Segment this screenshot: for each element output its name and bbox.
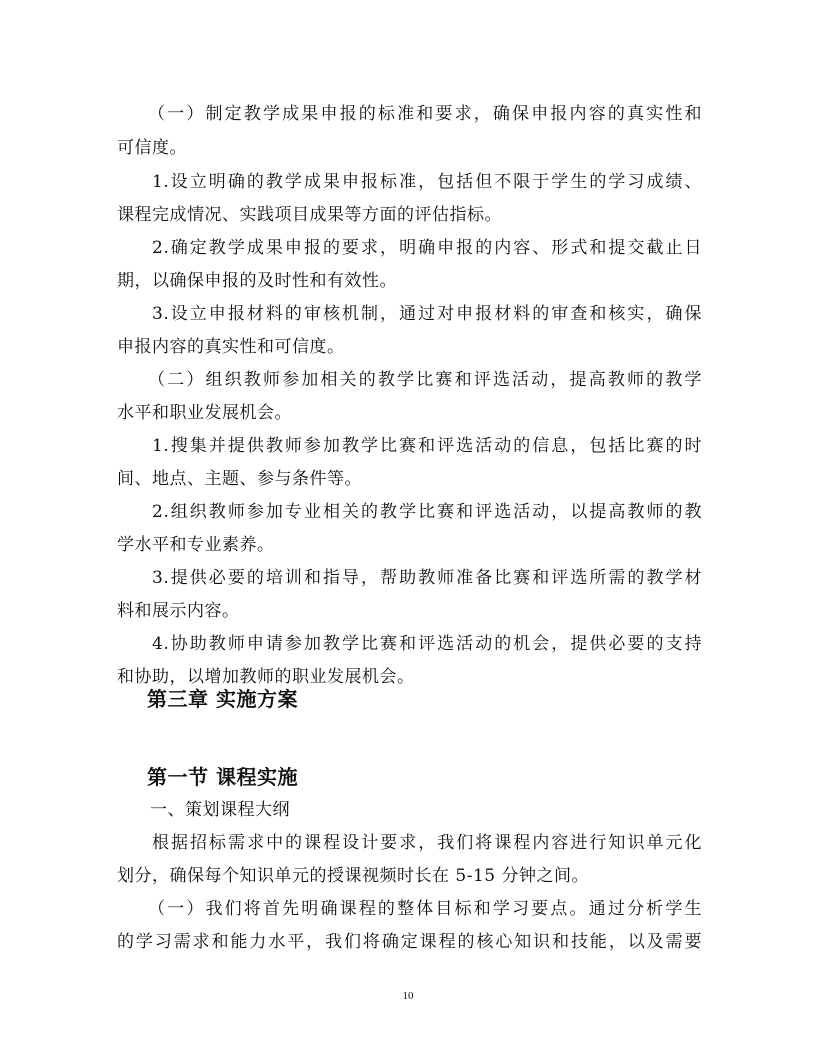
section-heading: 第一节 课程实施	[147, 765, 298, 789]
paragraph-line: 和协助，以增加教师的职业发展机会。	[117, 667, 415, 687]
paragraph-line: 期，以确保申报的及时性和有效性。	[117, 271, 397, 291]
paragraph-line: 2.组织教师参加专业相关的教学比赛和评选活动，以提高教师的教	[152, 502, 702, 522]
paragraph-line: 1.搜集并提供教师参加教学比赛和评选活动的信息，包括比赛的时	[152, 436, 702, 456]
paragraph-line: 间、地点、主题、参与条件等。	[117, 469, 362, 489]
paragraph-line: 水平和职业发展机会。	[117, 403, 292, 423]
paragraph-line: 4.协助教师申请参加教学比赛和评选活动的机会，提供必要的支持	[152, 634, 702, 654]
paragraph-line: （一）我们将首先明确课程的整体目标和学习要点。通过分析学生	[148, 899, 702, 919]
page-number: 10	[402, 990, 414, 1002]
paragraph-line: 3.提供必要的培训和指导，帮助教师准备比赛和评选所需的教学材	[152, 568, 702, 588]
paragraph-line: 的学习需求和能力水平，我们将确定课程的核心知识和技能，以及需要	[117, 932, 702, 952]
paragraph-line: 1.设立明确的教学成果申报标准，包括但不限于学生的学习成绩、	[152, 172, 702, 192]
paragraph-line: 料和展示内容。	[117, 601, 240, 621]
paragraph-line: 申报内容的真实性和可信度。	[117, 337, 345, 357]
paragraph-line: （一）制定教学成果申报的标准和要求，确保申报内容的真实性和	[148, 104, 702, 124]
paragraph-line: 根据招标需求中的课程设计要求，我们将课程内容进行知识单元化	[152, 833, 702, 853]
paragraph-line: （二）组织教师参加相关的教学比赛和评选活动，提高教师的教学	[148, 370, 702, 390]
paragraph-line: 可信度。	[117, 138, 187, 158]
paragraph-line: 3.设立申报材料的审核机制，通过对申报材料的审查和核实，确保	[152, 304, 702, 324]
paragraph-line: 学水平和专业素养。	[117, 535, 275, 555]
chapter-heading: 第三章 实施方案	[147, 687, 298, 711]
subheading: 一、策划课程大纲	[150, 800, 290, 820]
paragraph-line: 课程完成情况、实践项目成果等方面的评估指标。	[117, 205, 502, 225]
paragraph-line: 2.确定教学成果申报的要求，明确申报的内容、形式和提交截止日	[152, 238, 702, 258]
paragraph-line: 划分，确保每个知识单元的授课视频时长在 5-15 分钟之间。	[117, 866, 589, 886]
